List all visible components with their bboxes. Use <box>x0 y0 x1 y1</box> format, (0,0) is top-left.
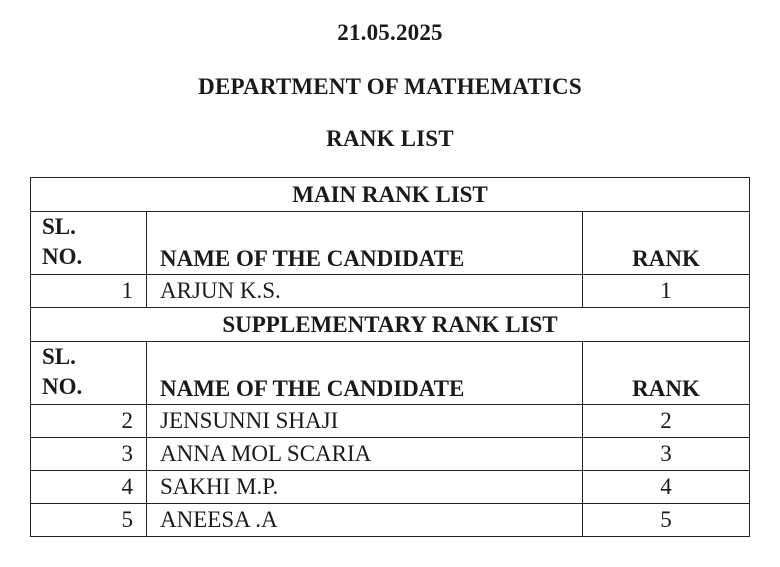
sl-no-cell: 4 <box>31 471 147 504</box>
main-rank-list-title: MAIN RANK LIST <box>31 178 750 212</box>
sl-no-cell: 1 <box>31 275 147 308</box>
supplementary-rank-list-title: SUPPLEMENTARY RANK LIST <box>31 308 750 342</box>
table-row <box>31 471 750 504</box>
column-header-sl-no <box>31 342 147 405</box>
sl-no-line2: NO. <box>42 244 83 269</box>
document-date: 21.05.2025 <box>337 20 443 45</box>
table-row <box>31 504 750 537</box>
column-header-row <box>31 212 750 275</box>
column-header-rank: RANK <box>583 212 750 275</box>
column-header-name: NAME OF THE CANDIDATE <box>147 212 583 275</box>
sl-no-cell: 3 <box>31 438 147 471</box>
candidate-name-cell: ARJUN K.S. <box>147 275 583 308</box>
rank-cell: 1 <box>583 275 750 308</box>
column-header-rank: RANK <box>583 342 750 405</box>
rank-cell: 2 <box>583 405 750 438</box>
section-header-supplementary <box>31 308 750 342</box>
rank-cell: 5 <box>583 504 750 537</box>
table-row <box>31 275 750 308</box>
candidate-name-cell: ANNA MOL SCARIA <box>147 438 583 471</box>
sl-no-line2: NO. <box>42 374 83 399</box>
section-header-main <box>31 178 750 212</box>
rank-cell: 3 <box>583 438 750 471</box>
sl-no-line1: SL. <box>42 214 76 239</box>
column-header-name: NAME OF THE CANDIDATE <box>147 342 583 405</box>
table-row <box>31 438 750 471</box>
table-row <box>31 405 750 438</box>
department-title: DEPARTMENT OF MATHEMATICS <box>198 74 582 99</box>
candidate-name-cell: JENSUNNI SHAJI <box>147 405 583 438</box>
rank-cell: 4 <box>583 471 750 504</box>
sl-no-line1: SL. <box>42 344 76 369</box>
candidate-name-cell: ANEESA .A <box>147 504 583 537</box>
column-header-sl-no <box>31 212 147 275</box>
column-header-row <box>31 342 750 405</box>
rank-table <box>30 177 750 537</box>
candidate-name-cell: SAKHI M.P. <box>147 471 583 504</box>
document-title: RANK LIST <box>326 126 454 151</box>
sl-no-cell: 5 <box>31 504 147 537</box>
sl-no-cell: 2 <box>31 405 147 438</box>
